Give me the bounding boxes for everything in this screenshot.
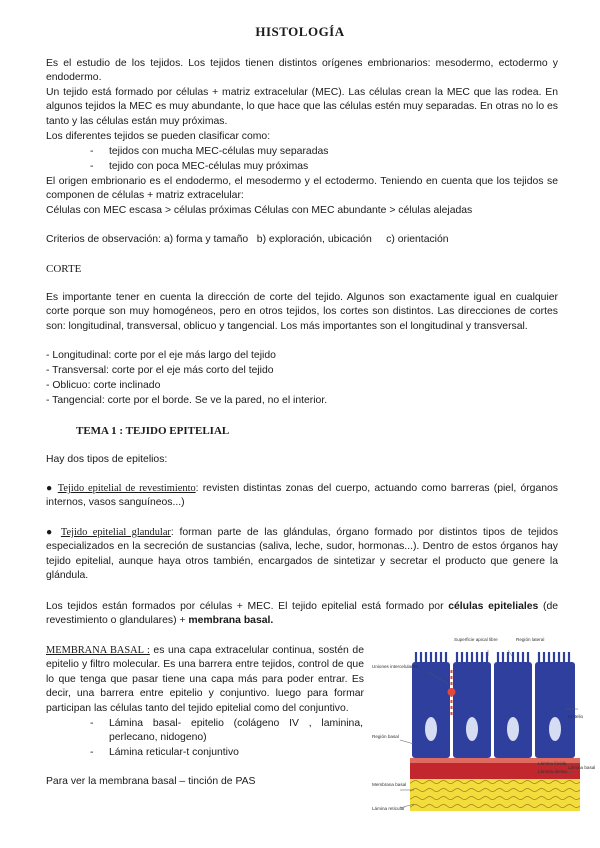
microvilli bbox=[416, 652, 569, 662]
tema-heading: TEMA 1 : TEJIDO EPITELIAL bbox=[76, 425, 230, 437]
label-uniones: Uniones intercelulares bbox=[372, 664, 418, 669]
label-lamina-reticular: Lámina reticular bbox=[372, 806, 405, 811]
epithelial-cell-3 bbox=[494, 662, 532, 758]
epithelial-cell-1 bbox=[412, 662, 450, 758]
membrana-basal-text: es una capa extracelular continua, sostén de epitelio y filtro molecular. Es una barrera entre tejidos, control de que lo que tenga que pasar tiene una capa más para poder entrar. Es decir, una barrera entre epitelio y conjuntivo. luego para formar participan las células tanto del tejido epitelial como del conjuntivo. bbox=[46, 645, 364, 714]
label-region-lateral: Región lateral bbox=[516, 637, 545, 642]
pas-line: Para ver la membrana basal – tinción de PAS bbox=[46, 776, 256, 787]
corte-item-4: - Tangencial: corte por el borde. Se ve la pared, no el interior. bbox=[46, 395, 328, 406]
mb-dash-2: - bbox=[90, 747, 94, 758]
intro-paragraph-3: Los diferentes tejidos se pueden clasificar como: bbox=[46, 131, 271, 142]
nucleus-4 bbox=[549, 717, 561, 741]
epithelial-cell-4 bbox=[535, 662, 575, 758]
bullet-symbol: ● bbox=[46, 527, 56, 538]
corte-item-3: - Oblicuo: corte inclinado bbox=[46, 380, 161, 391]
label-epitelio: Epitelio bbox=[568, 714, 584, 719]
composition-bold-membrane: membrana basal. bbox=[188, 615, 274, 627]
nucleus-3 bbox=[507, 717, 519, 741]
mb-dash-1: - bbox=[90, 718, 94, 729]
composition-mid: (de revestimiento o glandulares) + bbox=[46, 601, 559, 627]
class-dash-1: - bbox=[90, 146, 94, 157]
composition-pre: Los tejidos están formados por células + MEC. El tejido epitelial está formado por bbox=[46, 601, 449, 612]
label-lamina-basal: Lámina basal bbox=[568, 765, 596, 770]
bullet-revestimiento-term: Tejido epitelial de revestimiento bbox=[57, 483, 196, 494]
bullet-revestimiento-text: : revisten distintas zonas del cuerpo, actuando como barreras (piel, órganos internos, vasos sanguíneos...) bbox=[46, 483, 558, 509]
mb-item-1: Lámina basal- epitelio (colágeno IV , laminina, perlecano, nidogeno) bbox=[109, 718, 363, 744]
page-title: HISTOLOGÍA bbox=[255, 24, 345, 39]
membrana-basal-paragraph bbox=[46, 644, 364, 716]
label-lamina-densa: Lámina densa bbox=[538, 769, 567, 774]
intro-paragraph-1: Es el estudio de los tejidos. Los tejidos tienen distintos orígenes embrionarios: mesodermo, ectodermo y endodermo. bbox=[46, 58, 558, 84]
composition-paragraph bbox=[46, 600, 558, 629]
membrana-basal-term: MEMBRANA BASAL : bbox=[46, 645, 150, 656]
label-lamina-lucida: Lámina lúcida bbox=[538, 761, 567, 766]
criteria-line: Criterios de observación: a) forma y tamaño b) exploración, ubicación c) orientación bbox=[46, 234, 449, 245]
corte-item-1: - Longitudinal: corte por el eje más largo del tejido bbox=[46, 350, 276, 361]
origin-paragraph: El origen embrionario es el endodermo, el mesodermo y el ectodermo. Teniendo en cuenta que los tejidos se componen de células + matriz extracelular: bbox=[46, 176, 558, 202]
label-region-basal: Región basal bbox=[372, 734, 399, 739]
bullet-symbol: ● bbox=[46, 483, 54, 494]
composition-bold-cells: células epiteliales bbox=[448, 601, 539, 612]
bullet-revestimiento bbox=[46, 482, 558, 511]
corte-item-2: - Transversal: corte por el eje más corto del tejido bbox=[46, 365, 274, 376]
corte-heading: CORTE bbox=[46, 263, 82, 275]
comparison-line: Células con MEC escasa > células próximas Células con MEC abundante > células alejadas bbox=[46, 205, 473, 216]
mb-item-2: Lámina reticular-t conjuntivo bbox=[109, 747, 239, 758]
reticular-fibers bbox=[410, 779, 580, 811]
epithelial-cells bbox=[412, 652, 575, 758]
bullet-glandular-term: Tejido epitelial glandular bbox=[60, 527, 171, 538]
label-membrana-basal: Membrana basal bbox=[372, 782, 407, 787]
epithelium-diagram bbox=[370, 634, 596, 817]
label-superficie: Superficie apical libre bbox=[454, 637, 498, 642]
bullet-glandular bbox=[46, 526, 558, 584]
epithelial-cell-2 bbox=[453, 662, 491, 758]
intro-paragraph-2: Un tejido está formado por células + matriz extracelular (MEC). Las células crean la MEC que las rodea. En algunos tejidos la MEC es muy abundante, lo que hace que las células estén muy separadas. En otras no lo es tanto y las células están muy próximas. bbox=[46, 87, 558, 127]
nucleus-2 bbox=[466, 717, 478, 741]
class-dash-2: - bbox=[90, 161, 94, 172]
membrana-basal-figure bbox=[370, 634, 596, 817]
junction-marker bbox=[448, 688, 456, 696]
nucleus-1 bbox=[425, 717, 437, 741]
corte-paragraph: Es importante tener en cuenta la dirección de corte del tejido. Algunos son exactamente igual en cualquier corte porque son muy homogéneos, pero en otros tejidos, los cortes son distintos. Las direcciones de cortes son: longitudinal, transversal, oblicuo y tangencial. Los más importantes son el longitudinal y transversal. bbox=[46, 292, 558, 332]
class-item-1: tejidos con mucha MEC-células muy separadas bbox=[109, 146, 329, 157]
types-intro: Hay dos tipos de epitelios: bbox=[46, 454, 168, 465]
class-item-2: tejido con poca MEC-células muy próximas bbox=[109, 161, 309, 172]
bullet-glandular-text: : forman parte de las glándulas, órgano formado por distintos tipos de tejidos especializados en la secreción de sustancias (saliva, leche, sudor, hormonas...). Dentro de estos órganos hay tejido epitelial, aunque haya otros también, encargados de sintetizar y secretar el producto que genere la glándula. bbox=[46, 527, 559, 582]
